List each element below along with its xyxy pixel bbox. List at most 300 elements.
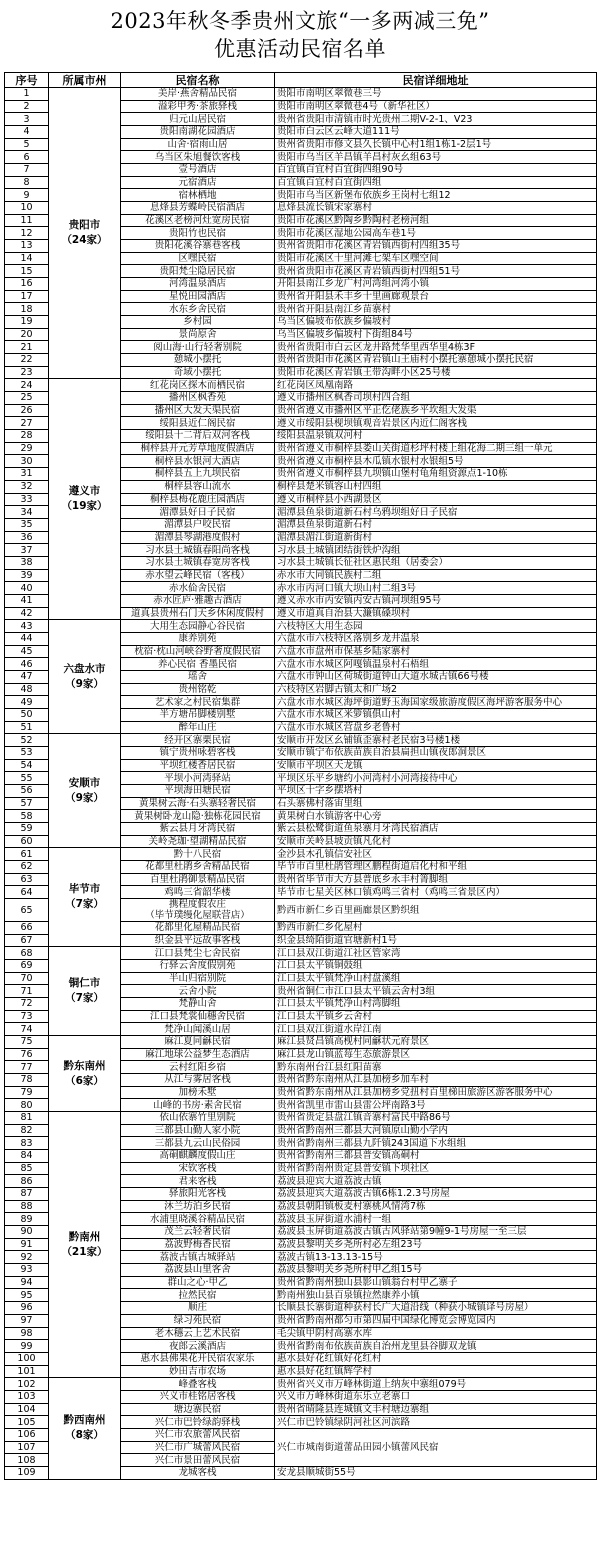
row-number: 2 bbox=[5, 100, 49, 113]
homestay-name: 播州区枫香苑 bbox=[121, 392, 275, 405]
row-number: 19 bbox=[5, 316, 49, 329]
city-cell: 贵阳市 （24家） bbox=[49, 88, 121, 379]
row-number: 60 bbox=[5, 835, 49, 848]
row-number: 49 bbox=[5, 696, 49, 709]
row-number: 35 bbox=[5, 518, 49, 531]
homestay-name: 平坝红楼香居民宿 bbox=[121, 759, 275, 772]
homestay-address: 贵州省贵阳市白云区龙井路梵华里西华里4栋3F bbox=[275, 341, 597, 354]
homestay-name: 顺庄 bbox=[121, 1302, 275, 1315]
homestay-name: 兴仁市景田蕾风民宿 bbox=[121, 1454, 275, 1467]
row-number: 16 bbox=[5, 278, 49, 291]
row-number: 61 bbox=[5, 848, 49, 861]
homestay-name: 播州区大发天渠民宿 bbox=[121, 404, 275, 417]
row-number: 85 bbox=[5, 1162, 49, 1175]
homestay-name: 绥阳县十二背后双河客栈 bbox=[121, 430, 275, 443]
homestay-name: 荔波野梅香民宿 bbox=[121, 1238, 275, 1251]
homestay-address: 毛尖镇甲阴村高寨水库 bbox=[275, 1327, 597, 1340]
homestay-name: 麻江地球公益梦生态酒店 bbox=[121, 1048, 275, 1061]
row-number: 30 bbox=[5, 455, 49, 468]
row-number: 73 bbox=[5, 1010, 49, 1023]
row-number: 41 bbox=[5, 594, 49, 607]
homestay-name: 宋钦客栈 bbox=[121, 1162, 275, 1175]
homestay-address: 石头寨佛村落宙里组 bbox=[275, 797, 597, 810]
header-city: 所属市州 bbox=[49, 73, 121, 88]
homestay-name: 织金县平远故事客栈 bbox=[121, 934, 275, 947]
homestay-address: 荔波古镇13-13.13-15号 bbox=[275, 1251, 597, 1264]
homestay-address: 江口县双江街道水岸江南 bbox=[275, 1023, 597, 1036]
row-number: 59 bbox=[5, 822, 49, 835]
homestay-address: 贵阳市南明区翠微巷4号（新华社区） bbox=[275, 100, 597, 113]
homestay-address: 贵州省黔东南州从江县加榜乡加车村 bbox=[275, 1074, 597, 1087]
homestay-address: 六盘水市盘州市保基乡陆家寨村 bbox=[275, 645, 597, 658]
row-number: 54 bbox=[5, 759, 49, 772]
homestay-name: 花都里化屋精品民宿 bbox=[121, 922, 275, 935]
homestay-name: 乌当区朱旭餐饮客栈 bbox=[121, 151, 275, 164]
row-number: 96 bbox=[5, 1302, 49, 1315]
row-number: 13 bbox=[5, 240, 49, 253]
homestay-address: 贵州省黔南州三都县九阡镇243国道下水组组 bbox=[275, 1137, 597, 1150]
homestay-name: 江口县梵裳仙穗舍民宿 bbox=[121, 1010, 275, 1023]
row-number: 28 bbox=[5, 430, 49, 443]
homestay-address: 贵州省开阳县南江乡苗寨村 bbox=[275, 303, 597, 316]
homestay-address: 江口县太平镇梵净山村湾脚组 bbox=[275, 998, 597, 1011]
row-number: 70 bbox=[5, 972, 49, 985]
city-cell: 六盘水市 （9家） bbox=[49, 620, 121, 734]
homestay-address: 六盘水市水城区海坪街道野玉海国家级旅游度假区海坪游客服务中心 bbox=[275, 696, 597, 709]
homestay-address: 贵州省黔南州三都县普安镇高硐村 bbox=[275, 1150, 597, 1163]
row-number: 15 bbox=[5, 265, 49, 278]
row-number: 62 bbox=[5, 860, 49, 873]
homestay-address: 贵州省遵义市桐梓县九坝镇山堡村龟角组资源点1-10栋 bbox=[275, 468, 597, 481]
homestay-name: 黄果树卧龙山隐·独栋花园民宿 bbox=[121, 810, 275, 823]
row-number: 72 bbox=[5, 998, 49, 1011]
row-number: 69 bbox=[5, 960, 49, 973]
homestay-name: 贵阳南湖花园酒店 bbox=[121, 126, 275, 139]
homestay-name: 贵州铭乾 bbox=[121, 683, 275, 696]
row-number: 90 bbox=[5, 1226, 49, 1239]
homestay-name: 桐梓县梅花鹿庄园酒店 bbox=[121, 493, 275, 506]
homestay-name: 水东乡舍民宿 bbox=[121, 303, 275, 316]
homestay-address: 贵阳市花溪区湿地公园高车巷1号 bbox=[275, 227, 597, 240]
homestay-address: 百宜镇百宜村百宜街四组 bbox=[275, 176, 597, 189]
homestay-address: 安顺市开发区幺铺镇歪寨村老民宿3号楼1楼 bbox=[275, 734, 597, 747]
row-number: 29 bbox=[5, 442, 49, 455]
homestay-address: 六盘水市水城区阿嘎镇温泉村石梧组 bbox=[275, 658, 597, 671]
homestay-address: 贵州省黔南布依族苗族自治州龙里县谷脚双龙镇 bbox=[275, 1340, 597, 1353]
row-number: 87 bbox=[5, 1188, 49, 1201]
homestay-name: 瑶舍 bbox=[121, 670, 275, 683]
homestay-address: 紫云县松鹭街道鱼泉寨月牙湾民宿酒店 bbox=[275, 822, 597, 835]
homestay-address: 荔波县玉屏街道荔波古镇古风驿站第9幢9-1号房屋一至三层 bbox=[275, 1226, 597, 1239]
homestay-address: 遵义市道真自治县大濂镇磉坝村 bbox=[275, 607, 597, 620]
row-number: 79 bbox=[5, 1086, 49, 1099]
row-number: 103 bbox=[5, 1390, 49, 1403]
row-number: 4 bbox=[5, 126, 49, 139]
table-row bbox=[5, 1036, 597, 1049]
row-number: 66 bbox=[5, 922, 49, 935]
homestay-name: 桐梓县水银河大酒店 bbox=[121, 455, 275, 468]
homestay-name: 依山依寨竹里别院 bbox=[121, 1112, 275, 1125]
homestay-address: 遵义市桐梓县小西湖景区 bbox=[275, 493, 597, 506]
row-number: 51 bbox=[5, 721, 49, 734]
homestay-address: 毕节市七星关区林口镇鸡鸣三省村（鸡鸣三省景区内） bbox=[275, 886, 597, 899]
homestay-address: 遵义市播州区枫香司坝村四合组 bbox=[275, 392, 597, 405]
homestay-address: 红花岗区凤凰南路 bbox=[275, 379, 597, 392]
homestay-address: 遵义赤水市丙安镇丙安古镇河坝组95号 bbox=[275, 594, 597, 607]
homestay-name: 宿林栖地 bbox=[121, 189, 275, 202]
row-number: 94 bbox=[5, 1276, 49, 1289]
row-number: 82 bbox=[5, 1124, 49, 1137]
homestay-address: 荔波县玉屏街道水浦村一组 bbox=[275, 1213, 597, 1226]
row-number: 31 bbox=[5, 468, 49, 481]
homestay-name: 鸡鸣三省韶华楼 bbox=[121, 886, 275, 899]
homestay-address: 贵州省贵阳市花溪区青岩镇西街村四组51号 bbox=[275, 265, 597, 278]
row-number: 104 bbox=[5, 1403, 49, 1416]
homestay-address: 麻江县贤昌镇高枧村同龢状元府景区 bbox=[275, 1036, 597, 1049]
row-number: 26 bbox=[5, 404, 49, 417]
homestay-name: 云村红阳乡宿 bbox=[121, 1061, 275, 1074]
homestay-name: 半方塘吊脚楼别墅 bbox=[121, 708, 275, 721]
row-number: 48 bbox=[5, 683, 49, 696]
homestay-address: 贵州省贵阳市花溪区青岩镇山王庙村小摆托寨憩城小摆托民宿 bbox=[275, 354, 597, 367]
homestay-name: 惠水县佛果花开民宿农家乐 bbox=[121, 1352, 275, 1365]
homestay-address: 荔波县黎明关乡尧所村必左组23号 bbox=[275, 1238, 597, 1251]
row-number: 39 bbox=[5, 569, 49, 582]
homestay-name: 奇域小摆托 bbox=[121, 366, 275, 379]
homestay-name: 习水县土城镇春宽房客栈 bbox=[121, 556, 275, 569]
homestay-name: 桐梓县五上九坝民宿 bbox=[121, 468, 275, 481]
homestay-name: 三都县山勤人家小院 bbox=[121, 1124, 275, 1137]
homestay-address: 贵州省黔东南州从江县加榜乡党扭村百里梯田旅游区游客服务中心 bbox=[275, 1086, 597, 1099]
city-cell: 遵义市 （19家） bbox=[49, 379, 121, 620]
homestay-name: 荔波县山里客舍 bbox=[121, 1264, 275, 1277]
row-number: 12 bbox=[5, 227, 49, 240]
homestay-name: 花溪区老榜河灶宽房民宿 bbox=[121, 214, 275, 227]
row-number: 95 bbox=[5, 1289, 49, 1302]
homestay-address: 安顺市平坝区天龙镇 bbox=[275, 759, 597, 772]
homestay-name: 湄潭县好日子民宿 bbox=[121, 506, 275, 519]
homestay-name: 桐梓县开元芳草地度假酒店 bbox=[121, 442, 275, 455]
homestay-address: 惠水县好花红镇好花红村 bbox=[275, 1352, 597, 1365]
city-cell: 毕节市 （7家） bbox=[49, 848, 121, 947]
homestay-name: 憩城小摆托 bbox=[121, 354, 275, 367]
homestay-address: 黄果树白水镇游客中心旁 bbox=[275, 810, 597, 823]
row-number: 40 bbox=[5, 582, 49, 595]
homestay-address: 荔波县朝阳镇板麦村寨桃风情湾7栋 bbox=[275, 1200, 597, 1213]
homestay-address: 毕节市百里杜鹃管理区鹏程街道启化村和平组 bbox=[275, 860, 597, 873]
homestay-address: 兴仁市巴铃镇绿阴河社区河滨路 bbox=[275, 1416, 597, 1429]
homestay-address: 荔波县迎宾大道荔波古镇6栋1.2.3号房屋 bbox=[275, 1188, 597, 1201]
row-number: 81 bbox=[5, 1112, 49, 1125]
homestay-address: 黔西市新仁乡百里画廊景区黔织组 bbox=[275, 899, 597, 922]
table-row bbox=[5, 88, 597, 101]
homestay-address: 遵义市绥阳县枧坝镇观音岩景区内近仁阁客栈 bbox=[275, 417, 597, 430]
row-number: 25 bbox=[5, 392, 49, 405]
row-number: 43 bbox=[5, 620, 49, 633]
homestay-name: 河湾温泉酒店 bbox=[121, 278, 275, 291]
homestay-address: 贵阳市乌当区羊昌镇羊昌村灰幺组63号 bbox=[275, 151, 597, 164]
homestay-address: 贵州省兴义市万峰林街道上纳灰中寨组079号 bbox=[275, 1378, 597, 1391]
homestay-address: 贵州省遵义市桐梓县娄山关街道杉坪村楼上组花海二期三组一单元 bbox=[275, 442, 597, 455]
row-number: 55 bbox=[5, 772, 49, 785]
homestay-address: 六盘水市水城区米箩镇俱山村 bbox=[275, 708, 597, 721]
homestay-name: 道真县贵州石门天乡休闲度假村 bbox=[121, 607, 275, 620]
row-number: 5 bbox=[5, 138, 49, 151]
homestay-name: 梵静山舍 bbox=[121, 998, 275, 1011]
homestay-name: 加榜禾墅 bbox=[121, 1086, 275, 1099]
row-number: 46 bbox=[5, 658, 49, 671]
homestay-address: 赤水市大同镇民族村二组 bbox=[275, 569, 597, 582]
homestay-name: 归元山居民宿 bbox=[121, 113, 275, 126]
row-number: 10 bbox=[5, 202, 49, 215]
row-number: 92 bbox=[5, 1251, 49, 1264]
homestay-address: 织金县绮陌街道官塘新村1号 bbox=[275, 934, 597, 947]
header-name: 民宿名称 bbox=[121, 73, 275, 88]
homestay-address: 江口县太平镇乡云舍村 bbox=[275, 1010, 597, 1023]
row-number: 36 bbox=[5, 531, 49, 544]
homestay-name: 壹号酒店 bbox=[121, 164, 275, 177]
homestay-name: 兴仁市广城蕾风民宿 bbox=[121, 1441, 275, 1454]
table-row bbox=[5, 620, 597, 633]
homestay-address: 贵阳市花溪区黔陶乡黔陶村老榜河组 bbox=[275, 214, 597, 227]
table-row bbox=[5, 1378, 597, 1391]
homestay-address: 长顺县长寨街道种获村长广大道沿线（种获小城镇译号房屋） bbox=[275, 1302, 597, 1315]
homestay-address: 荔波县黎明关乡尧所村甲乙组15号 bbox=[275, 1264, 597, 1277]
homestay-address: 贵州省遵义市播州区平正仡佬族乡平坎组大发渠 bbox=[275, 404, 597, 417]
table-row bbox=[5, 734, 597, 747]
row-number: 102 bbox=[5, 1378, 49, 1391]
homestay-address: 贵州省开阳县禾丰乡十里画廊观景台 bbox=[275, 290, 597, 303]
row-number: 105 bbox=[5, 1416, 49, 1429]
homestay-name: 大用生态园静心谷民宿 bbox=[121, 620, 275, 633]
homestay-name: 梵净山闻溪山居 bbox=[121, 1023, 275, 1036]
header-address: 民宿详细地址 bbox=[275, 73, 597, 88]
homestay-address: 金沙县木孔镇信安社区 bbox=[275, 848, 597, 861]
homestay-name: 湄潭县户咬民宿 bbox=[121, 518, 275, 531]
row-number: 1 bbox=[5, 88, 49, 101]
row-number: 86 bbox=[5, 1175, 49, 1188]
row-number: 84 bbox=[5, 1150, 49, 1163]
homestay-name: 镇宁贵州咏碧客栈 bbox=[121, 746, 275, 759]
homestay-address: 贵州省贵定县盘江镇音寨村富民中路86号 bbox=[275, 1112, 597, 1125]
homestay-address: 乌当区偏坡乡偏坡村下街组84号 bbox=[275, 328, 597, 341]
document-title bbox=[0, 0, 600, 66]
homestay-address: 平坝区乐平乡塘约小河湾村小河湾接待中心 bbox=[275, 772, 597, 785]
row-number: 3 bbox=[5, 113, 49, 126]
row-number: 44 bbox=[5, 632, 49, 645]
row-number: 50 bbox=[5, 708, 49, 721]
row-number: 23 bbox=[5, 366, 49, 379]
title-line-1: 2023年秋冬季贵州文旅“一多两减三免” bbox=[110, 9, 490, 33]
homestay-address: 桐梓县楚米镇容山村四组 bbox=[275, 480, 597, 493]
row-number: 100 bbox=[5, 1352, 49, 1365]
row-number: 52 bbox=[5, 734, 49, 747]
homestay-address: 贵州省毕节市大方县普底乡永丰村箐脚组 bbox=[275, 873, 597, 886]
homestay-address: 贵州省黔南州都匀市第四届中国绿化博览会博览园内 bbox=[275, 1314, 597, 1327]
homestay-name: 习水县土城镇春阳尚客栈 bbox=[121, 544, 275, 557]
homestay-name: 兴义市桂铭居客栈 bbox=[121, 1390, 275, 1403]
homestay-address: 贵阳市花溪区十里河滩七架车区嘿空间 bbox=[275, 252, 597, 265]
homestay-address: 开阳县南江乡龙广村河湾组河湾小镇 bbox=[275, 278, 597, 291]
row-number: 9 bbox=[5, 189, 49, 202]
homestay-name: 驿旅阳光客栈 bbox=[121, 1188, 275, 1201]
row-number: 77 bbox=[5, 1061, 49, 1074]
homestay-name: 峰叠客栈 bbox=[121, 1378, 275, 1391]
homestay-address: 贵州省黔南州独山县影山镇翁台村甲乙寨子 bbox=[275, 1276, 597, 1289]
homestay-address: 赤水市丙河口镇大坝山村二组3号 bbox=[275, 582, 597, 595]
row-number: 32 bbox=[5, 480, 49, 493]
homestay-name: 携程度假农庄 （毕节璞缦化屋联营店） bbox=[121, 899, 275, 922]
homestay-name: 荔波古镇古城驿站 bbox=[121, 1251, 275, 1264]
row-number: 109 bbox=[5, 1466, 49, 1479]
row-number: 20 bbox=[5, 328, 49, 341]
row-number: 101 bbox=[5, 1365, 49, 1378]
homestay-name: 黔十八民宿 bbox=[121, 848, 275, 861]
row-number: 107 bbox=[5, 1441, 49, 1454]
homestay-address: 贵州省贵阳市修文县久长镇中心村1组1栋1-2层1号 bbox=[275, 138, 597, 151]
row-number: 93 bbox=[5, 1264, 49, 1277]
homestay-name: 绿习苑民宿 bbox=[121, 1314, 275, 1327]
city-cell: 铜仁市 （7家） bbox=[49, 947, 121, 1036]
homestay-name: 贵阳花溪谷寨巷客栈 bbox=[121, 240, 275, 253]
row-number: 45 bbox=[5, 645, 49, 658]
homestay-address: 贵阳市白云区云峰大道111号 bbox=[275, 126, 597, 139]
homestay-address: 贵州省黔南州贵定县普安镇下坝社区 bbox=[275, 1162, 597, 1175]
city-cell: 黔西南州 （8家） bbox=[49, 1378, 121, 1479]
homestay-address: 绥阳县温泉镇双河村 bbox=[275, 430, 597, 443]
row-number: 33 bbox=[5, 493, 49, 506]
row-number: 42 bbox=[5, 607, 49, 620]
row-number: 34 bbox=[5, 506, 49, 519]
homestay-address: 贵阳市南明区翠微巷三号 bbox=[275, 88, 597, 101]
row-number: 6 bbox=[5, 151, 49, 164]
homestay-name: 景尚原舍 bbox=[121, 328, 275, 341]
homestay-address: 六枝特区大用生态园 bbox=[275, 620, 597, 633]
homestay-name: 经开区寨栗民宿 bbox=[121, 734, 275, 747]
row-number: 97 bbox=[5, 1314, 49, 1327]
homestay-name: 美岸·燕舍精品民宿 bbox=[121, 88, 275, 101]
row-number: 18 bbox=[5, 303, 49, 316]
homestay-address: 安龙县顺城街55号 bbox=[275, 1466, 597, 1479]
homestay-address: 乌当区偏坡布依族乡偏坡村 bbox=[275, 316, 597, 329]
homestay-name: 康养别苑 bbox=[121, 632, 275, 645]
row-number: 11 bbox=[5, 214, 49, 227]
homestay-name: 老木穗云上艺术民宿 bbox=[121, 1327, 275, 1340]
homestay-address: 贵州省晴隆县连城镇文丰村塘边寨组 bbox=[275, 1403, 597, 1416]
homestay-address: 息烽县流长镇宋家寨村 bbox=[275, 202, 597, 215]
homestay-name: 乡村园 bbox=[121, 316, 275, 329]
homestay-name: 行驿云舍度假别苑 bbox=[121, 960, 275, 973]
homestay-name: 湄潭县琴湖港度假村 bbox=[121, 531, 275, 544]
homestay-name: 山峰的书房·素舍民宿 bbox=[121, 1099, 275, 1112]
row-number: 88 bbox=[5, 1200, 49, 1213]
homestay-address: 黔西市新仁乡化屋村 bbox=[275, 922, 597, 935]
homestay-address: 荔波县迎宾大道荔波古镇 bbox=[275, 1175, 597, 1188]
homestay-name: 君来客栈 bbox=[121, 1175, 275, 1188]
homestay-name: 赤水望云峰民宿（客栈） bbox=[121, 569, 275, 582]
homestay-name: 沐兰坊泊乡民宿 bbox=[121, 1200, 275, 1213]
homestay-name: 贵阳梵尘隐居民宿 bbox=[121, 265, 275, 278]
table-row bbox=[5, 1112, 597, 1125]
homestay-address: 贵州省贵阳市花溪区青岩镇西街村四组35号 bbox=[275, 240, 597, 253]
homestay-name: 关岭尧珈·望湖精品民宿 bbox=[121, 835, 275, 848]
row-number: 71 bbox=[5, 985, 49, 998]
row-number: 74 bbox=[5, 1023, 49, 1036]
row-number: 80 bbox=[5, 1099, 49, 1112]
homestay-name: 水浦里晓溪谷精品民宿 bbox=[121, 1213, 275, 1226]
homestay-name: 贵阳竹也民宿 bbox=[121, 227, 275, 240]
row-number: 67 bbox=[5, 934, 49, 947]
table-row bbox=[5, 379, 597, 392]
homestay-address: 黔东南州台江县红阳苗寨 bbox=[275, 1061, 597, 1074]
homestay-name: 平坝海田塘民宿 bbox=[121, 784, 275, 797]
row-number: 8 bbox=[5, 176, 49, 189]
homestay-name: 夜郎云溪酒店 bbox=[121, 1340, 275, 1353]
homestay-address: 湄潭县湄江街道新街村 bbox=[275, 531, 597, 544]
homestay-address: 麻江县龙山镇蓝莓生态旅游景区 bbox=[275, 1048, 597, 1061]
row-number: 14 bbox=[5, 252, 49, 265]
city-cell: 黔南州 （21家） bbox=[49, 1112, 121, 1378]
row-number: 56 bbox=[5, 784, 49, 797]
homestay-address: 平坝区十字乡摆塔村 bbox=[275, 784, 597, 797]
homestay-name: 红花岗区探木而栖民宿 bbox=[121, 379, 275, 392]
homestay-address: 湄潭县鱼泉街道新石村 bbox=[275, 518, 597, 531]
homestay-address: 习水县土城镇长征社区惠民组（居委会） bbox=[275, 556, 597, 569]
row-number: 27 bbox=[5, 417, 49, 430]
homestay-name: 紫云县月牙湾民宿 bbox=[121, 822, 275, 835]
homestay-name: 百里杜鹃御景精品民宿 bbox=[121, 873, 275, 886]
row-number: 38 bbox=[5, 556, 49, 569]
table-row bbox=[5, 947, 597, 960]
homestay-address: 习水县土城镇团结街铁炉沟组 bbox=[275, 544, 597, 557]
homestay-name: 花都里杜鹃乡舍精品民宿 bbox=[121, 860, 275, 873]
homestay-name: 茂兰云轻奢民宿 bbox=[121, 1226, 275, 1239]
homestay-name: 星悦田园酒店 bbox=[121, 290, 275, 303]
homestay-address: 兴义市万峰林街道东乐立老寨口 bbox=[275, 1390, 597, 1403]
homestay-name: 黄果树云海·石头寨轻奢民宿 bbox=[121, 797, 275, 810]
table-body bbox=[5, 88, 597, 1480]
row-number: 65 bbox=[5, 899, 49, 922]
table-row bbox=[5, 848, 597, 861]
homestay-address: 贵州省铜仁市江口县太平镇云舍村3组 bbox=[275, 985, 597, 998]
homestay-address: 湄潭县鱼泉街道新石村乌鸦坝组好日子民宿 bbox=[275, 506, 597, 519]
row-number: 106 bbox=[5, 1428, 49, 1441]
homestay-name: 区嘿民宿 bbox=[121, 252, 275, 265]
homestay-name: 养心民宿 香墨民宿 bbox=[121, 658, 275, 671]
row-number: 68 bbox=[5, 947, 49, 960]
row-number: 53 bbox=[5, 746, 49, 759]
row-number: 75 bbox=[5, 1036, 49, 1049]
row-number: 24 bbox=[5, 379, 49, 392]
row-number: 58 bbox=[5, 810, 49, 823]
homestay-address: 惠水县好花红镇辉学村 bbox=[275, 1365, 597, 1378]
row-number: 21 bbox=[5, 341, 49, 354]
homestay-name: 桐梓县容山流水 bbox=[121, 480, 275, 493]
row-number: 47 bbox=[5, 670, 49, 683]
homestay-name: 麻江夏同龢民宿 bbox=[121, 1036, 275, 1049]
homestay-address: 六枝特区岩脚古镇太和广场2 bbox=[275, 683, 597, 696]
homestay-name: 绥阳县近仁阁民宿 bbox=[121, 417, 275, 430]
homestay-address: 贵州省凯里市雷山县雷公坪南路3号 bbox=[275, 1099, 597, 1112]
header-no: 序号 bbox=[5, 73, 49, 88]
row-number: 64 bbox=[5, 886, 49, 899]
homestay-name: 拉然民宿 bbox=[121, 1289, 275, 1302]
title-line-2: 优惠活动民宿名单 bbox=[214, 37, 386, 61]
row-number: 78 bbox=[5, 1074, 49, 1087]
homestay-address: 江口县双江街道江社区管家湾 bbox=[275, 947, 597, 960]
homestay-name: 云舍小院 bbox=[121, 985, 275, 998]
homestay-name: 兴仁市农旅蕾风民宿 bbox=[121, 1428, 275, 1441]
